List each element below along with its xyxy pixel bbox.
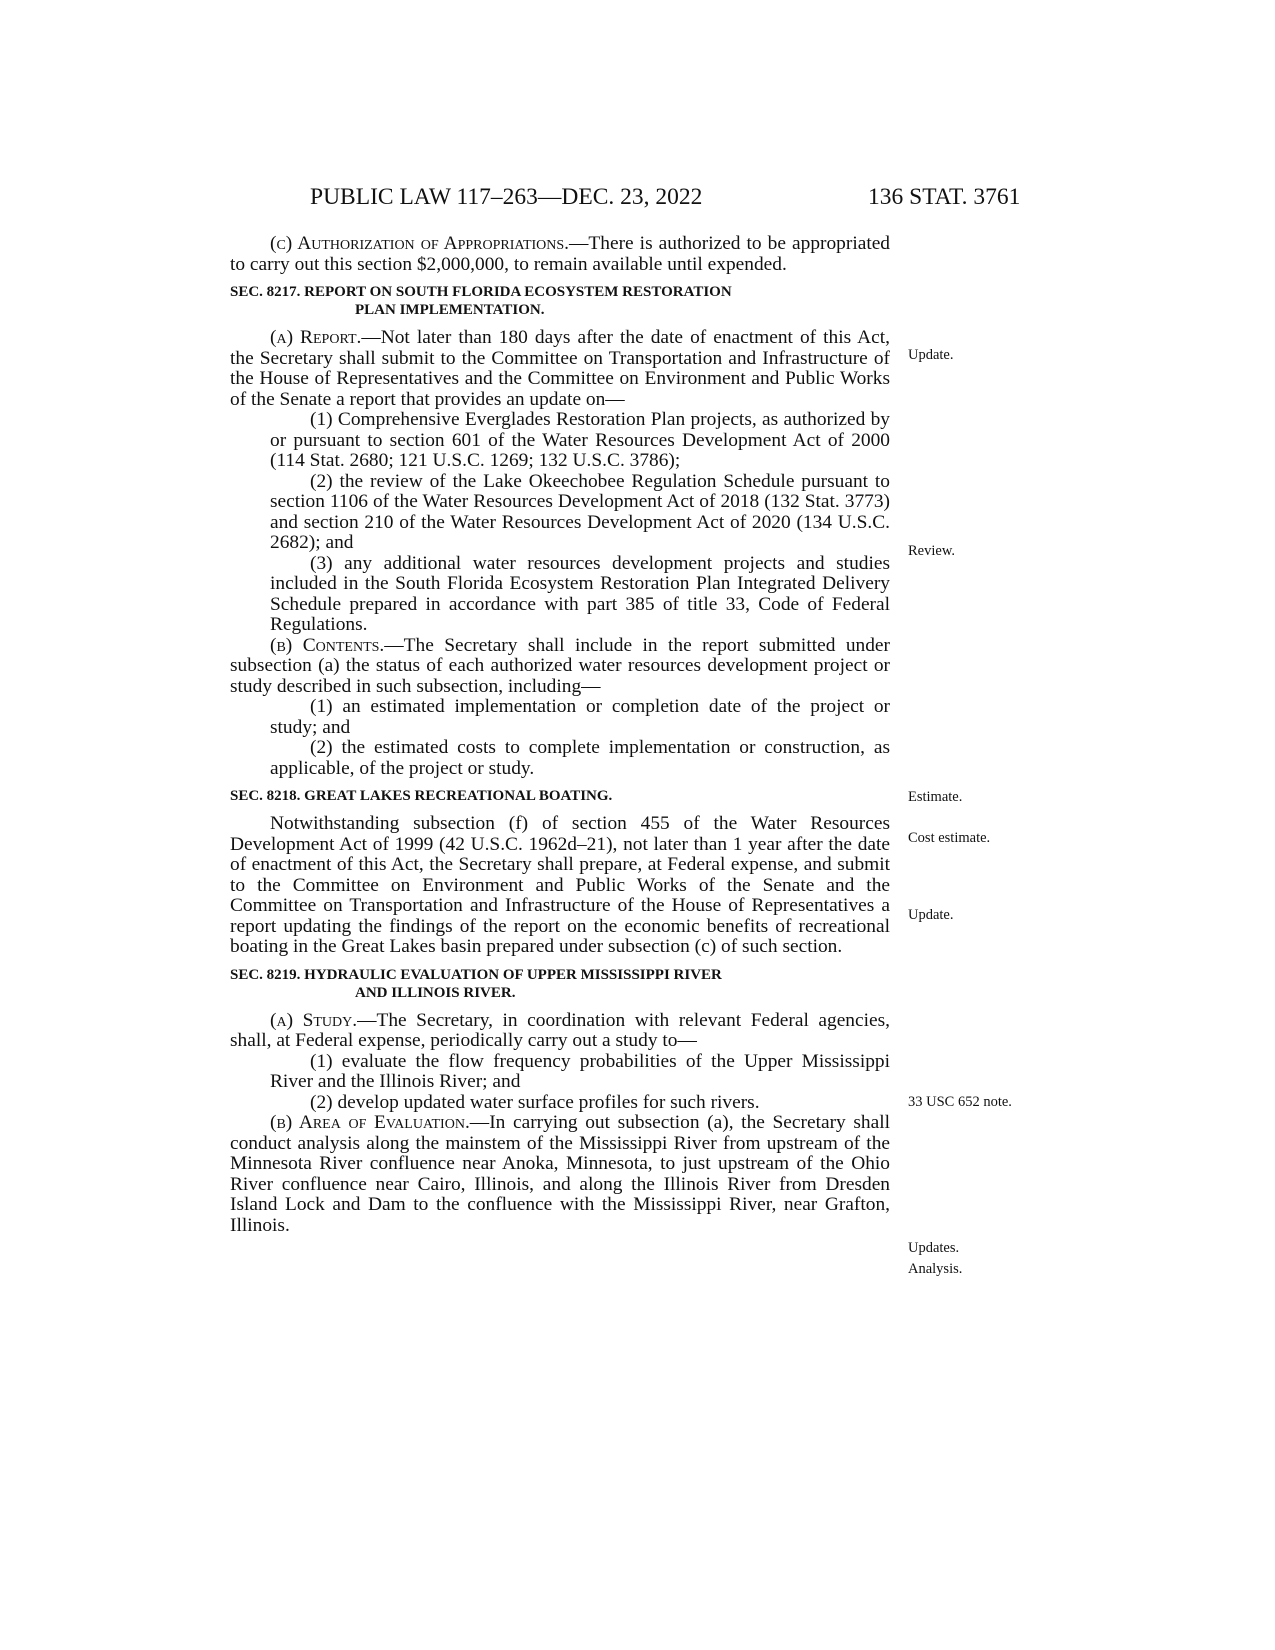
section-heading-8217 bbox=[230, 283, 890, 319]
list-item: (1) an estimated implementation or completion date of the project or study; and bbox=[270, 696, 890, 738]
list-item: (3) any additional water resources development projects and studies included in the South Florida Ecosystem Restoration Plan Integrated Delivery Schedule prepared in accordance with part 385 of title 33, Code of Federal Regulations. bbox=[270, 552, 890, 635]
list-item: (2) develop updated water surface profiles for such rivers. bbox=[310, 1091, 760, 1113]
paragraph-text: —The Secretary shall include in the report submitted under subsection (a) the status of each authorized water resources development project or study described in such subsection, including— bbox=[230, 634, 890, 697]
section-heading-8218: SEC. 8218. GREAT LAKES RECREATIONAL BOATING. bbox=[230, 788, 613, 804]
paragraph-a-study bbox=[230, 1011, 890, 1052]
paragraph-text: —Not later than 180 days after the date of enactment of this Act, the Secretary shall submit to the Committee on Transportation and Infrastructure of the House of Representatives and the Committee on Environment and Public Works of the Senate a report that provides an update on— bbox=[230, 327, 890, 410]
margin-note-review: Review. bbox=[908, 543, 955, 559]
list-item: (1) Comprehensive Everglades Restoration Plan projects, as authorized by or pursuant to section 601 of the Water Resources Development Act of 2000 (114 Stat. 2680; 121 U.S.C. 1269; 132 U.S.C. 3786); bbox=[270, 409, 890, 471]
margin-note-updates: Updates. bbox=[908, 1240, 960, 1256]
paragraph-b-area bbox=[230, 1113, 890, 1236]
paragraph-heading: (b) Area of Evaluation. bbox=[270, 1112, 470, 1133]
margin-note-analysis: Analysis. bbox=[908, 1261, 963, 1277]
paragraph-heading: (b) Contents. bbox=[270, 634, 385, 656]
paragraph-a-report bbox=[230, 328, 890, 410]
margin-note-cost-estimate: Cost estimate. bbox=[908, 830, 991, 846]
list-item: (1) evaluate the flow frequency probabilities of the Upper Mississippi River and the Illinois River; and bbox=[270, 1050, 890, 1092]
paragraph-b-contents bbox=[230, 636, 890, 698]
margin-note-usc: 33 USC 652 note. bbox=[908, 1094, 1012, 1110]
section-heading-line: SEC. 8219. HYDRAULIC EVALUATION OF UPPER MISSISSIPPI RIVER bbox=[230, 966, 722, 983]
list-item: (2) the review of the Lake Okeechobee Regulation Schedule pursuant to section 1106 of the Water Resources Development Act of 2018 (132 Stat. 3773) and section 210 of the Water Resources Development Act of 2020 (134 U.S.C. 2682); and bbox=[270, 470, 890, 553]
section-heading-line: SEC. 8217. REPORT ON SOUTH FLORIDA ECOSYSTEM RESTORATION bbox=[230, 284, 732, 300]
paragraph-text: —The Secretary, in coordination with relevant Federal agencies, shall, at Federal expense, periodically carry out a study to— bbox=[230, 1009, 890, 1051]
paragraph-text: —In carrying out subsection (a), the Secretary shall conduct analysis along the mainstem of the Mississippi River from upstream of the Minnesota River confluence near Anoka, Minnesota, to just upstream of the Ohio River confluence near Cairo, Illinois, and along the Illinois River from Dresden Island Lock and Dam to the confluence with the Mississippi River, near Grafton, Illinois. bbox=[230, 1112, 891, 1236]
section-heading-line: PLAN IMPLEMENTATION. bbox=[355, 302, 545, 318]
margin-note-update: Update. bbox=[908, 347, 954, 363]
list-item: (2) the estimated costs to complete implementation or construction, as applicable, of the project or study. bbox=[270, 737, 890, 779]
running-header-title: PUBLIC LAW 117–263—DEC. 23, 2022 bbox=[310, 184, 703, 210]
paragraph-great-lakes: Notwithstanding subsection (f) of section 455 of the Water Resources Development Act of 1999 (42 U.S.C. 1962d–21), not later than 1 year after the date of enactment of this Act, the Secretary shall prepare, at Federal expense, and submit to the Committee on Environment and Public Works of the Senate and the Committee on Transportation and Infrastructure of the House of Representatives a report updating the findings of the report on the economic benefits of recreational boating in the Great Lakes basin prepared under subsection (c) of such section. bbox=[230, 813, 890, 957]
paragraph-text: —There is authorized to be appropriated to carry out this section $2,000,000, to remain available until expended. bbox=[230, 233, 891, 275]
margin-note-estimate: Estimate. bbox=[908, 789, 963, 805]
paragraph-c-authorization bbox=[230, 234, 890, 275]
section-heading-line: AND ILLINOIS RIVER. bbox=[355, 984, 516, 1001]
section-heading-8219 bbox=[230, 966, 890, 1002]
main-text-column bbox=[230, 234, 890, 1236]
paragraph-heading: (a) Study. bbox=[270, 1009, 358, 1031]
page-stat-number: 136 STAT. 3761 bbox=[868, 184, 1021, 210]
paragraph-heading: (c) Authorization of Appropriations. bbox=[270, 233, 570, 254]
margin-note-update: Update. bbox=[908, 907, 954, 923]
paragraph-heading: (a) Report. bbox=[270, 327, 362, 348]
